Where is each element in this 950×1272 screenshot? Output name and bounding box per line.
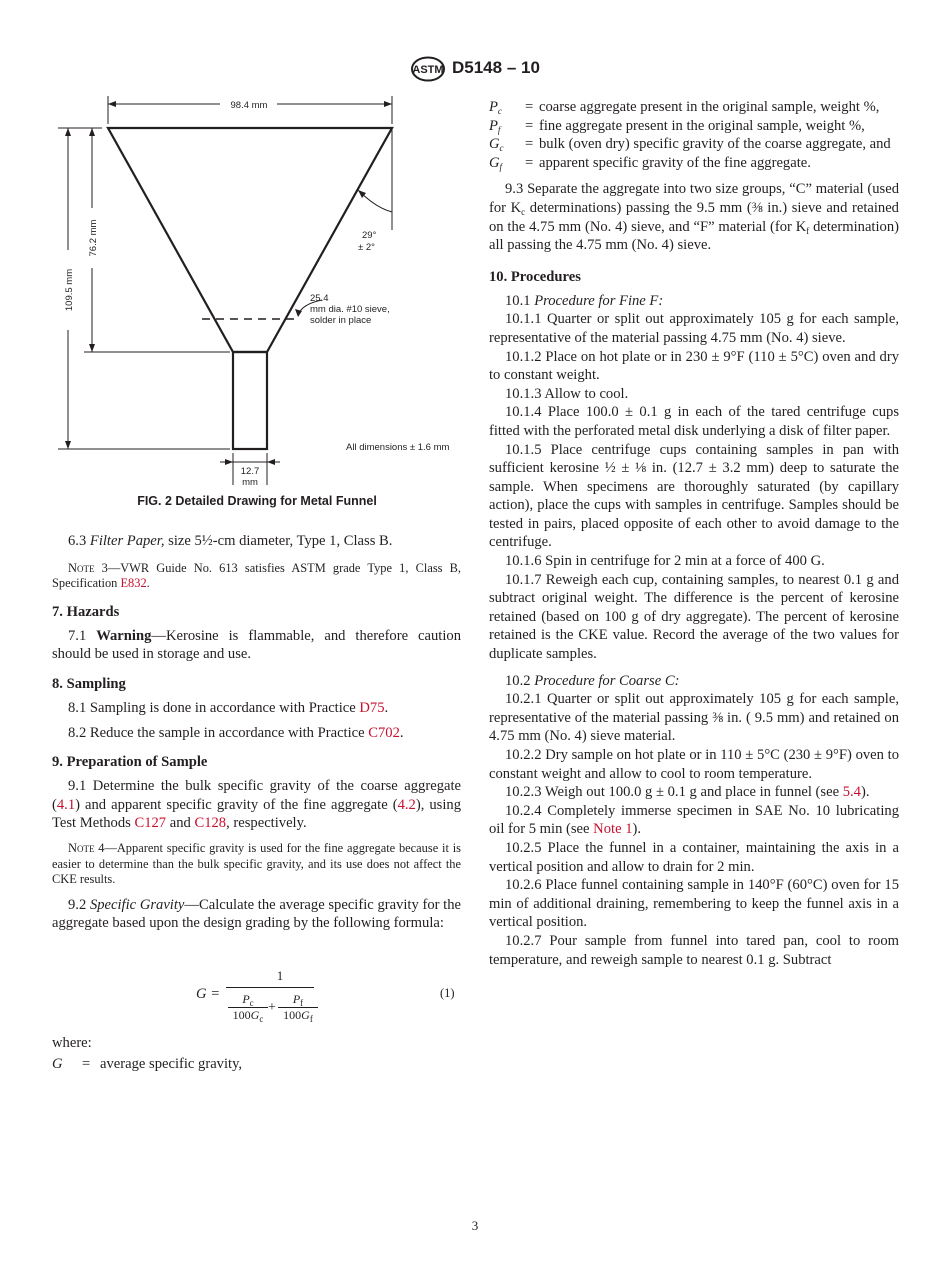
section-9-2: 9.2 Specific Gravity—Calculate the average specific gravity for the aggregate based upon the design grading by the following formula: [52, 896, 462, 932]
figure-caption: FIG. 2 Detailed Drawing for Metal Funnel [137, 494, 377, 508]
link-c128[interactable]: C128 [194, 815, 227, 832]
sieve-label-2: mm dia. #10 sieve, [310, 304, 390, 315]
section-10-1-2: 10.1.2 Place on hot plate or in 230 ± 9°F (110 ± 5°C) oven and dry to constant weight. [489, 348, 899, 384]
section-9-3: 9.3 Separate the aggregate into two size groups, “C” material (used for $K_c$ determinations) passing the 9.5 mm (⅜ in.) sieve and retained on the 4.75 mm (No. 4) sieve, and “F” material (for $K_f$ determination) all passing the 4.75 mm (No. 4) sieve. [489, 181, 899, 254]
dim-bottom-label-1: 12.7 [240, 466, 260, 477]
angle-label: 29° [362, 230, 377, 241]
heading-sampling: 8. Sampling [52, 675, 126, 692]
page-header [0, 56, 950, 86]
left-column [52, 532, 461, 933]
link-4-2[interactable]: 4.2 [397, 796, 416, 813]
link-note-1[interactable]: Note 1 [593, 821, 633, 838]
section-10-2: 10.2 Procedure for Coarse C: [505, 672, 680, 689]
heading-hazards: 7. Hazards [52, 603, 120, 620]
section-10-1-1: 10.1.1 Quarter or split out approximately 105 g for each sample, representative of the material passing 4.75 mm (No. 4) sieve. [489, 311, 899, 346]
section-8-2: 8.2 Reduce the sample in accordance with Practice C702. [68, 724, 404, 741]
funnel-figure [40, 90, 470, 490]
link-d75[interactable]: D75 [359, 699, 385, 716]
link-4-1[interactable]: 4.1 [56, 796, 76, 813]
section-10-2-1: 10.2.1 Quarter or split out approximately 105 g for each sample, representative of the material passing ⅜ in. ( 9.5 mm) and retained on 4.75 mm (No. 4) sieve material. [489, 691, 899, 745]
section-10-1-4: 10.1.4 Place 100.0 ± 0.1 g in each of the tared centrifuge cups fitted with the perforated metal disk underlying a disk of filter paper. [489, 404, 899, 439]
section-10-1: 10.1 Procedure for Fine F: [505, 292, 664, 309]
def-pf: $P_f$ = fine aggregate present in the original sample, weight %, [489, 117, 865, 135]
dim-bottom-label-2: mm [242, 477, 258, 488]
section-10-2-5: 10.2.5 Place the funnel in a container, maintaining the axis in a vertical position and allow to drain for 2 min. [489, 839, 899, 875]
link-5-4[interactable]: 5.4 [842, 784, 861, 801]
definition-list [489, 98, 899, 172]
section-10-1-6: 10.1.6 Spin in centrifuge for 2 min at a force of 400 G. [505, 553, 825, 570]
dim-left-inner-label: 76.2 mm [88, 219, 99, 257]
funnel-stem [233, 352, 267, 449]
section-7-1: 7.1 Warning—Kerosine is flammable, and therefore caution should be used in storage and use. [52, 627, 461, 663]
tolerance-label: All dimensions ± 1.6 mm [346, 442, 450, 453]
right-column [489, 98, 899, 969]
section-10-2-3: 10.2.3 Weigh out 100.0 g ± 0.1 g and place in funnel (see 5.4). [505, 784, 870, 801]
where-label: where: [52, 1035, 92, 1051]
where-block: where: G = average specific gravity, [52, 1034, 461, 1055]
link-c702[interactable]: C702 [368, 724, 400, 741]
heading-procedures: 10. Procedures [489, 268, 581, 285]
section-10-1-5: 10.1.5 Place centrifuge cups containing samples in pan with sufficient kerosine ½ ± ⅛ in. (12.7 ± 3.2 mm) deep to saturate the sample. When specimens are thoroughly saturated (by capillary action), place the cups with samples in centrifuge. Samples should be tested in pairs, placed opposite of each other to avoid damage to the centrifuge. [489, 441, 899, 551]
section-10-1-3: 10.1.3 Allow to cool. [505, 385, 629, 402]
formula-1: G = 1 $P_c$ $100G_c$ + $P_f$ $100G_f$ (1) [196, 968, 455, 1024]
section-10-1-7: 10.1.7 Reweigh each cup, containing samples, to nearest 0.1 g and subtract original weight. The difference is the percent of kerosine retained (based on 100 g of dry aggregate). The percent of kerosine retained is the CKE value. Record the average of the two values for duplicate samples. [489, 571, 899, 663]
sieve-label-3: solder in place [310, 315, 372, 326]
sieve-label-1: 25.4 [310, 293, 329, 304]
section-10-2-6: 10.2.6 Place funnel containing sample in 140°F (60°C) oven for 15 min of additional draining, remembering to keep the funnel axis in a vertical position. [489, 877, 899, 931]
section-9-1: 9.1 Determine the bulk specific gravity of the coarse aggregate (4.1) and apparent specific gravity of the fine aggregate (4.2), using Test Methods C127 and C128, respectively. [52, 778, 462, 832]
note-4: Note 4—Apparent specific gravity is used for the fine aggregate because it is easier to determine than the bulk specific gravity, and its use does not affect the CKE results. [52, 840, 461, 887]
note-3: Note 3—VWR Guide No. 613 satisfies ASTM grade Type 1, Class B, Specification E832. [52, 560, 461, 591]
svg-text:ASTM: ASTM [412, 64, 444, 76]
section-6-3: 6.3 Filter Paper, size 5½-cm diameter, Type 1, Class B. [68, 533, 393, 549]
dim-left-outer-label: 109.5 mm [64, 268, 75, 312]
section-10-2-7: 10.2.7 Pour sample from funnel into tared pan, cool to room temperature, and reweigh sample to nearest 0.1 g. Subtract [489, 932, 899, 968]
def-gf: $G_f$ = apparent specific gravity of the fine aggregate. [489, 154, 811, 172]
link-e832[interactable]: E832 [120, 576, 147, 591]
angle-tolerance-label: ± 2° [358, 242, 375, 253]
section-10-2-4: 10.2.4 Completely immerse specimen in SAE No. 10 lubricating oil for 5 min (see Note 1). [489, 802, 899, 838]
heading-preparation: 9. Preparation of Sample [52, 754, 208, 771]
section-8-1: 8.1 Sampling is done in accordance with Practice D75. [68, 699, 389, 716]
section-10-2-2: 10.2.2 Dry sample on hot plate or in 110 ± 5°C (230 ± 9°F) oven to constant weight and allow to cool to room temperature. [489, 747, 899, 782]
designation: D5148 – 10 [452, 58, 540, 77]
def-pc: $P_c$ = coarse aggregate present in the original sample, weight %, [489, 99, 880, 116]
def-gc: $G_c$ = bulk (oven dry) specific gravity of the coarse aggregate, and [489, 136, 891, 154]
astm-logo [410, 56, 446, 82]
link-c127[interactable]: C127 [134, 815, 167, 832]
page-number: 3 [471, 1218, 479, 1233]
dim-top-label: 98.4 mm [230, 100, 268, 111]
